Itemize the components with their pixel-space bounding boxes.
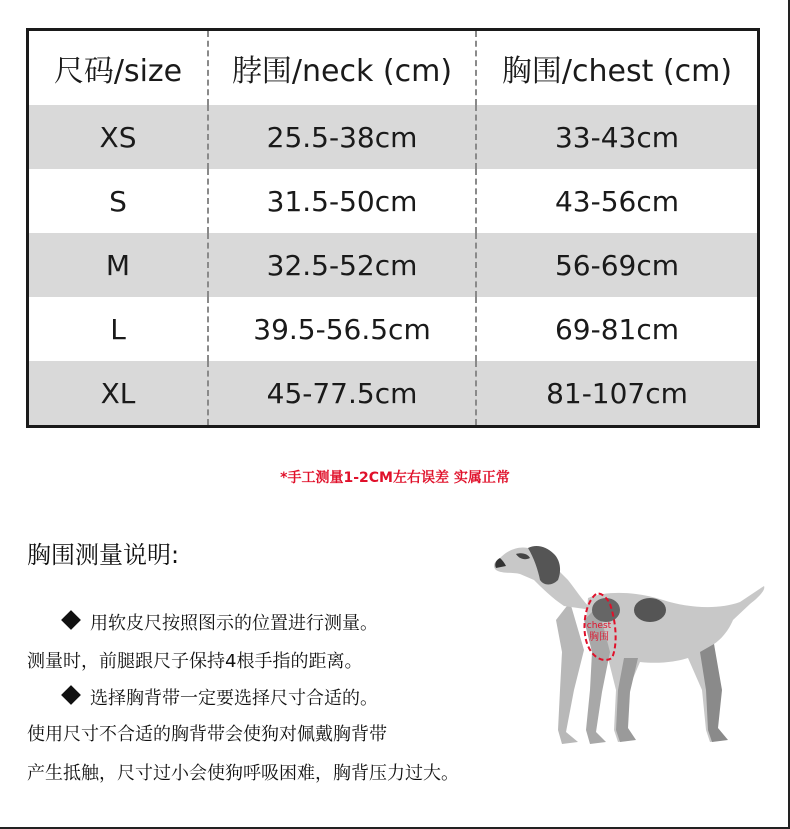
- instruction-line: 测量时，前腿跟尺子保持4根手指的距离。: [27, 651, 363, 672]
- header-chest: 胸围/chest (cm): [475, 31, 757, 105]
- chest-cell: 69-81cm: [475, 297, 757, 361]
- neck-cell: 45-77.5cm: [207, 361, 475, 425]
- neck-cell: 31.5-50cm: [207, 169, 475, 233]
- neck-cell: 32.5-52cm: [207, 233, 475, 297]
- neck-cell: 25.5-38cm: [207, 105, 475, 169]
- table-header-row: [29, 31, 757, 106]
- chest-cell: 33-43cm: [475, 105, 757, 169]
- chest-cell: 56-69cm: [475, 233, 757, 297]
- instruction-bullet-1: [64, 609, 378, 635]
- size-chart-table: [26, 28, 760, 428]
- diamond-bullet-icon: [61, 685, 81, 705]
- chest-label: chest: [586, 621, 612, 631]
- size-cell: S: [109, 184, 127, 218]
- table-row: [29, 105, 757, 169]
- chest-cell: 43-56cm: [475, 169, 757, 233]
- instructions-title: 胸围测量说明:: [27, 541, 180, 569]
- instruction-line: 产生抵触，尺寸过小会使狗呼吸困难，胸背压力过大。: [27, 763, 459, 784]
- measurement-error-note: *手工测量1-2CM左右误差 实属正常: [280, 470, 510, 486]
- size-cell: XS: [99, 120, 137, 154]
- diamond-bullet-icon: [61, 610, 81, 630]
- dog-chest-measurement-illustration: [488, 540, 770, 755]
- chest-label-cn: 胸围: [589, 632, 609, 643]
- instruction-line: 使用尺寸不合适的胸背带会使狗对佩戴胸背带: [27, 724, 387, 745]
- size-cell: M: [105, 248, 131, 282]
- table-row: [29, 233, 757, 297]
- header-size: 尺码/size: [53, 54, 183, 89]
- table-row: [29, 169, 757, 233]
- size-cell: L: [110, 312, 126, 346]
- instruction-text: 用软皮尺按照图示的位置进行测量。: [90, 613, 378, 634]
- table-row: [29, 297, 757, 361]
- size-cell: XL: [100, 376, 136, 410]
- dog-icon: [494, 546, 764, 744]
- instruction-text: 选择胸背带一定要选择尺寸合适的。: [90, 688, 378, 709]
- neck-cell: 39.5-56.5cm: [207, 297, 475, 361]
- chest-cell: 81-107cm: [475, 361, 757, 425]
- header-neck: 脖围/neck (cm): [207, 31, 475, 105]
- instruction-bullet-2: [64, 684, 378, 710]
- table-row: [29, 361, 757, 425]
